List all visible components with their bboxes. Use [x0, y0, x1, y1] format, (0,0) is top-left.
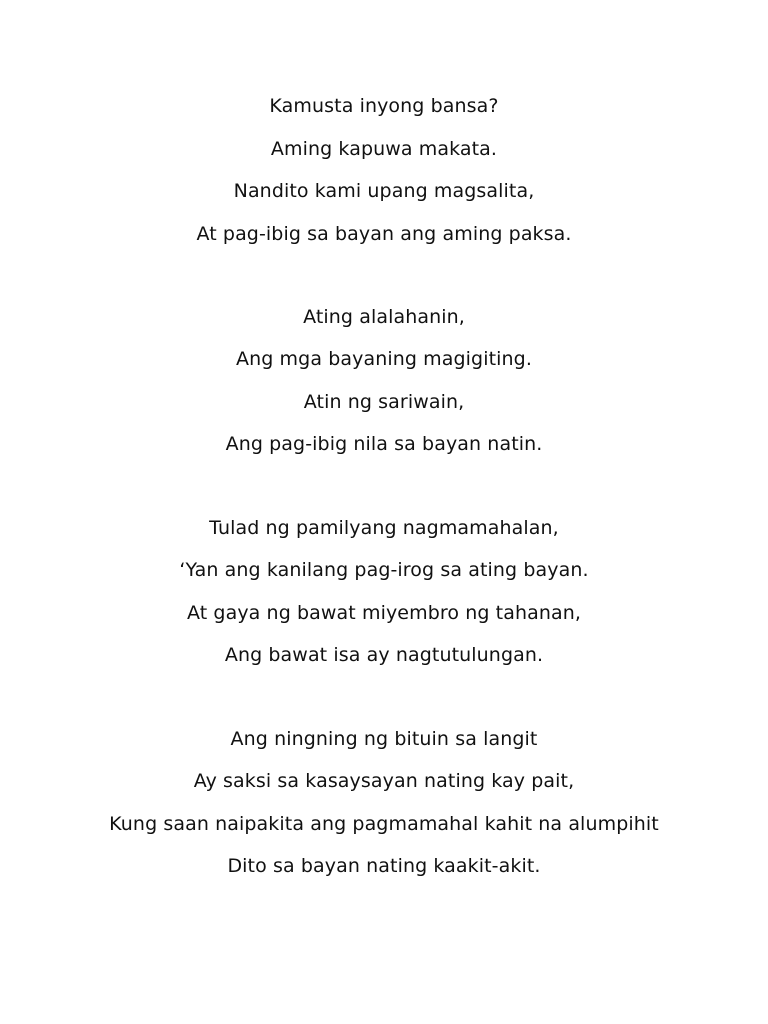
poem-line: At pag-ibig sa bayan ang aming paksa. — [196, 223, 572, 245]
poem-line: Ang pag-ibig nila sa bayan natin. — [225, 433, 543, 455]
poem-line: Ang mga bayaning magigiting. — [236, 348, 532, 370]
poem-line: Ating alalahanin, — [303, 306, 465, 328]
poem-line: Kamusta inyong bansa? — [269, 95, 499, 117]
poem-line: Atin ng sariwain, — [303, 391, 465, 413]
poem-line: Kung saan naipakita ang pagmamahal kahit na alumpihit — [109, 813, 659, 835]
poem-line: Nandito kami upang magsalita, — [233, 180, 535, 202]
poem-line: Tulad ng pamilyang nagmamahalan, — [209, 517, 559, 539]
poem-line: Ang ningning ng bituin sa langit — [230, 728, 538, 750]
poem-line: Dito sa bayan nating kaakit-akit. — [227, 855, 541, 877]
poem-line: Ay saksi sa kasaysayan nating kay pait, — [193, 770, 575, 792]
poem-line: Ang bawat isa ay nagtutulungan. — [224, 644, 544, 666]
poem-line: ‘Yan ang kanilang pag-irog sa ating bayan. — [179, 559, 589, 581]
poem-line: At gaya ng bawat miyembro ng tahanan, — [186, 602, 582, 624]
poem-line: Aming kapuwa makata. — [270, 138, 498, 160]
